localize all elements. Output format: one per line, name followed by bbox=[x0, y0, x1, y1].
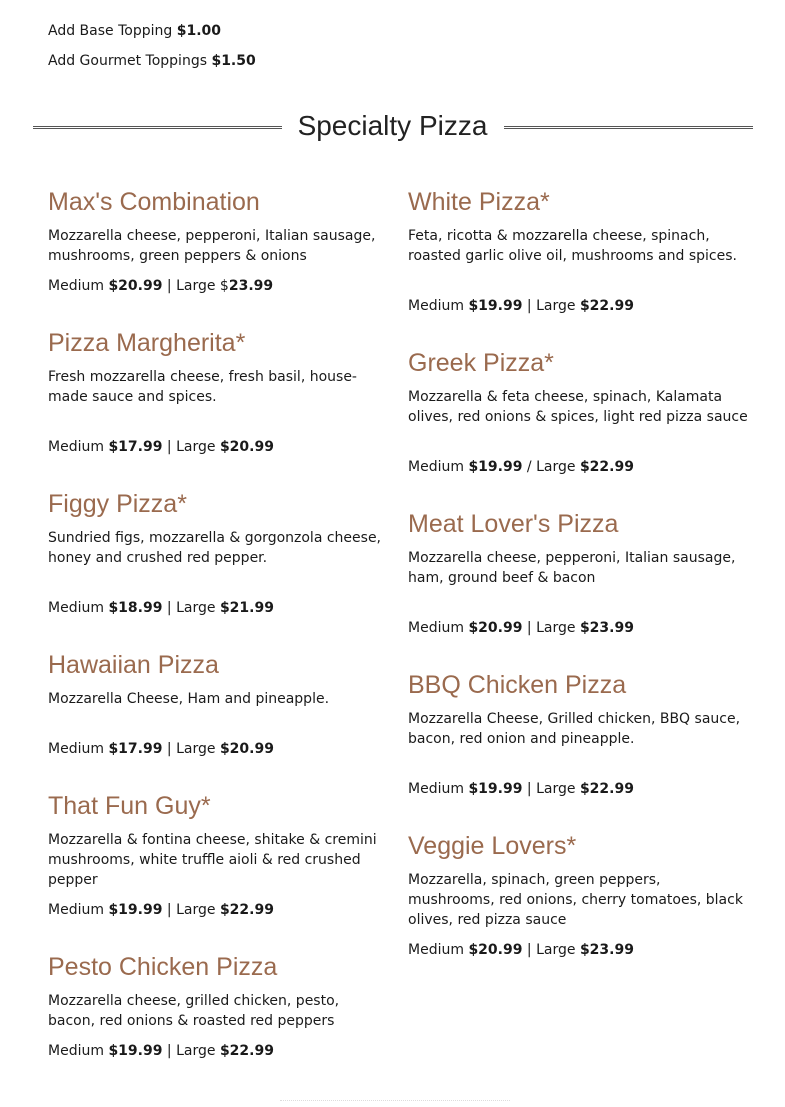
item-price bbox=[408, 457, 634, 477]
price-separator: | bbox=[526, 781, 532, 797]
medium-label: Medium bbox=[48, 902, 104, 918]
item-description: Mozzarella Cheese, Ham and pineapple. bbox=[48, 691, 330, 707]
item-description: Mozzarella cheese, pepperoni, Italian sausage, mushrooms, green peppers & onions bbox=[48, 228, 376, 264]
medium-price: $19.99 bbox=[108, 1043, 163, 1059]
menu-item bbox=[408, 509, 748, 636]
menu-item bbox=[48, 187, 388, 294]
large-label: Large bbox=[176, 741, 216, 757]
addon-gourmet-toppings bbox=[48, 51, 256, 71]
large-price: $20.99 bbox=[219, 741, 274, 757]
price-separator: | bbox=[166, 1043, 172, 1059]
addon-price: $1.50 bbox=[211, 53, 256, 69]
medium-label: Medium bbox=[408, 942, 464, 958]
item-description: Mozzarella Cheese, Grilled chicken, BBQ sauce, bacon, red onion and pineapple. bbox=[408, 711, 741, 747]
price-separator: | bbox=[166, 902, 172, 918]
item-description: Fresh mozzarella cheese, fresh basil, house-made sauce and spices. bbox=[48, 369, 357, 405]
medium-label: Medium bbox=[408, 298, 464, 314]
large-label: Large $ bbox=[176, 278, 229, 294]
addon-price: $1.00 bbox=[176, 23, 222, 39]
large-label: Large bbox=[536, 942, 576, 958]
item-name: Greek Pizza* bbox=[408, 349, 554, 377]
item-description: Mozzarella & fontina cheese, shitake & cremini mushrooms, white truffle aioli & red crushed pepper bbox=[48, 832, 377, 888]
item-price bbox=[48, 598, 274, 618]
medium-label: Medium bbox=[48, 600, 104, 616]
item-name: Max's Combination bbox=[48, 188, 260, 216]
item-price bbox=[408, 940, 634, 960]
item-description: Feta, ricotta & mozzarella cheese, spinach, roasted garlic olive oil, mushrooms and spices. bbox=[408, 228, 737, 264]
large-price: $23.99 bbox=[579, 942, 634, 958]
item-name: That Fun Guy* bbox=[48, 792, 211, 820]
menu-item bbox=[48, 791, 388, 918]
menu-item bbox=[48, 328, 388, 455]
medium-price: $20.99 bbox=[468, 620, 523, 636]
section-title: Specialty Pizza bbox=[297, 110, 488, 141]
medium-label: Medium bbox=[48, 741, 104, 757]
large-price: $23.99 bbox=[579, 620, 634, 636]
item-price bbox=[408, 296, 634, 316]
medium-price: $20.99 bbox=[108, 278, 163, 294]
medium-label: Medium bbox=[48, 278, 104, 294]
item-name: Pizza Margherita* bbox=[48, 329, 246, 357]
menu-item bbox=[408, 670, 748, 797]
item-description: Mozzarella cheese, grilled chicken, pesto, bacon, red onions & roasted red peppers bbox=[48, 993, 340, 1029]
menu-item bbox=[48, 650, 388, 757]
menu-item bbox=[48, 489, 388, 616]
item-price bbox=[48, 276, 273, 296]
menu-item bbox=[48, 952, 388, 1059]
item-price bbox=[48, 437, 274, 457]
price-separator: / bbox=[526, 459, 532, 475]
medium-price: $20.99 bbox=[468, 942, 523, 958]
large-price: $21.99 bbox=[219, 600, 274, 616]
page-edge-divider bbox=[280, 1100, 510, 1107]
large-label: Large bbox=[536, 781, 576, 797]
item-name: Hawaiian Pizza bbox=[48, 651, 219, 679]
item-name: Figgy Pizza* bbox=[48, 490, 187, 518]
item-price bbox=[48, 1041, 274, 1061]
large-label: Large bbox=[536, 620, 576, 636]
large-label: Large bbox=[176, 439, 216, 455]
large-label: Large bbox=[176, 600, 216, 616]
medium-price: $18.99 bbox=[108, 600, 163, 616]
large-price: $20.99 bbox=[219, 439, 274, 455]
large-label: Large bbox=[536, 298, 576, 314]
item-price bbox=[408, 618, 634, 638]
medium-price: $19.99 bbox=[468, 781, 523, 797]
price-separator: | bbox=[526, 942, 532, 958]
large-price: $22.99 bbox=[579, 459, 634, 475]
addon-base-topping bbox=[48, 21, 221, 41]
item-description: Mozzarella, spinach, green peppers, mushrooms, red onions, cherry tomatoes, black olives, red pizza sauce bbox=[408, 872, 743, 928]
large-label: Large bbox=[536, 459, 576, 475]
medium-price: $19.99 bbox=[468, 459, 523, 475]
medium-price: $19.99 bbox=[468, 298, 523, 314]
large-price: $22.99 bbox=[579, 781, 634, 797]
price-separator: | bbox=[166, 741, 172, 757]
item-name: Pesto Chicken Pizza bbox=[48, 953, 278, 981]
menu-item bbox=[408, 187, 748, 314]
item-description: Mozzarella & feta cheese, spinach, Kalamata olives, red onions & spices, light red pizza sauce bbox=[408, 389, 748, 425]
large-label: Large bbox=[176, 1043, 216, 1059]
item-name: Meat Lover's Pizza bbox=[408, 510, 619, 538]
item-price bbox=[408, 779, 634, 799]
item-price bbox=[48, 739, 274, 759]
section-rule-right bbox=[504, 126, 753, 129]
item-price bbox=[48, 900, 274, 920]
large-price: $22.99 bbox=[219, 902, 274, 918]
medium-label: Medium bbox=[408, 620, 464, 636]
price-separator: | bbox=[526, 298, 532, 314]
medium-price: $17.99 bbox=[108, 741, 163, 757]
large-label: Large bbox=[176, 902, 216, 918]
addon-label: Add Gourmet Toppings bbox=[48, 53, 207, 69]
price-separator: | bbox=[166, 600, 172, 616]
large-price: $22.99 bbox=[219, 1043, 274, 1059]
medium-price: $17.99 bbox=[108, 439, 163, 455]
medium-label: Medium bbox=[408, 459, 464, 475]
large-price: 23.99 bbox=[228, 278, 274, 294]
medium-label: Medium bbox=[48, 439, 104, 455]
item-name: White Pizza* bbox=[408, 188, 550, 216]
item-description: Mozzarella cheese, pepperoni, Italian sausage, ham, ground beef & bacon bbox=[408, 550, 736, 586]
item-description: Sundried figs, mozzarella & gorgonzola cheese, honey and crushed red pepper. bbox=[48, 530, 382, 566]
addon-label: Add Base Topping bbox=[48, 23, 173, 39]
medium-price: $19.99 bbox=[108, 902, 163, 918]
menu-item bbox=[408, 831, 748, 958]
price-separator: | bbox=[526, 620, 532, 636]
item-name: Veggie Lovers* bbox=[408, 832, 577, 860]
price-separator: | bbox=[166, 278, 172, 294]
item-name: BBQ Chicken Pizza bbox=[408, 671, 627, 699]
medium-label: Medium bbox=[408, 781, 464, 797]
price-separator: | bbox=[166, 439, 172, 455]
large-price: $22.99 bbox=[579, 298, 634, 314]
menu-item bbox=[408, 348, 748, 475]
medium-label: Medium bbox=[48, 1043, 104, 1059]
